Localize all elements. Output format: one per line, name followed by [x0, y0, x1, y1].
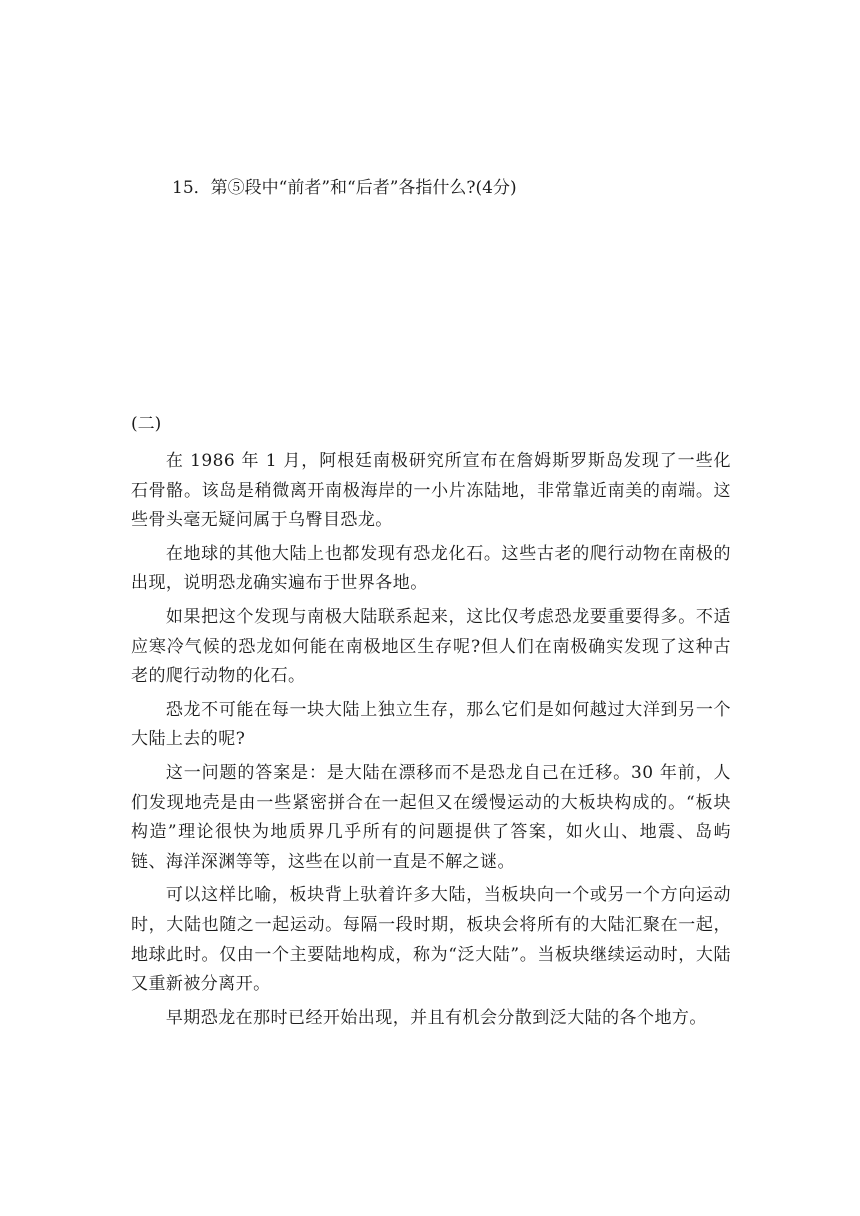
article-body [131, 447, 731, 1037]
question-15: 15．第⑤段中“前者”和“后者”各指什么?(4分) [172, 178, 517, 198]
paragraph-6: 可以这样比喻，板块背上驮着许多大陆，当板块向一个或另一个方向运动时，大陆也随之一起运动。每隔一段时期，板块会将所有的大陆汇聚在一起，地球此时。仅由一个主要陆地构成，称为“泛大陆”。当板块继续运动时，大陆又重新被分离开。 [131, 885, 731, 995]
paragraph-1: 在 1986 年 1 月，阿根廷南极研究所宣布在詹姆斯罗斯岛发现了一些化石骨骼。该岛是稍微离开南极海岸的一小片冻陆地，非常靠近南美的南端。这些骨头毫无疑问属于乌臀目恐龙。 [131, 451, 731, 531]
paragraph-7: 早期恐龙在那时已经开始出现，并且有机会分散到泛大陆的各个地方。 [165, 1007, 707, 1028]
paragraph-5: 这一问题的答案是：是大陆在漂移而不是恐龙自己在迁移。30 年前，人们发现地壳是由一些紧密拼合在一起但又在缓慢运动的大板块构成的。“板块构造”理论很快为地质界几乎所有的问题提供了答案，如火山、地震、岛屿链、海洋深渊等等，这些在以前一直是不解之谜。 [131, 762, 731, 872]
section-heading: (二) [131, 414, 162, 434]
paragraph-2: 在地球的其他大陆上也都发现有恐龙化石。这些古老的爬行动物在南极的出现，说明恐龙确实遍布于世界各地。 [131, 543, 731, 594]
paragraph-3: 如果把这个发现与南极大陆联系起来，这比仅考虑恐龙要重要得多。不适应寒冷气候的恐龙如何能在南极地区生存呢?但人们在南极确实发现了这种古老的爬行动物的化石。 [131, 606, 731, 687]
paragraph-4: 恐龙不可能在每一块大陆上独立生存，那么它们是如何越过大洋到另一个大陆上去的呢? [131, 699, 731, 750]
